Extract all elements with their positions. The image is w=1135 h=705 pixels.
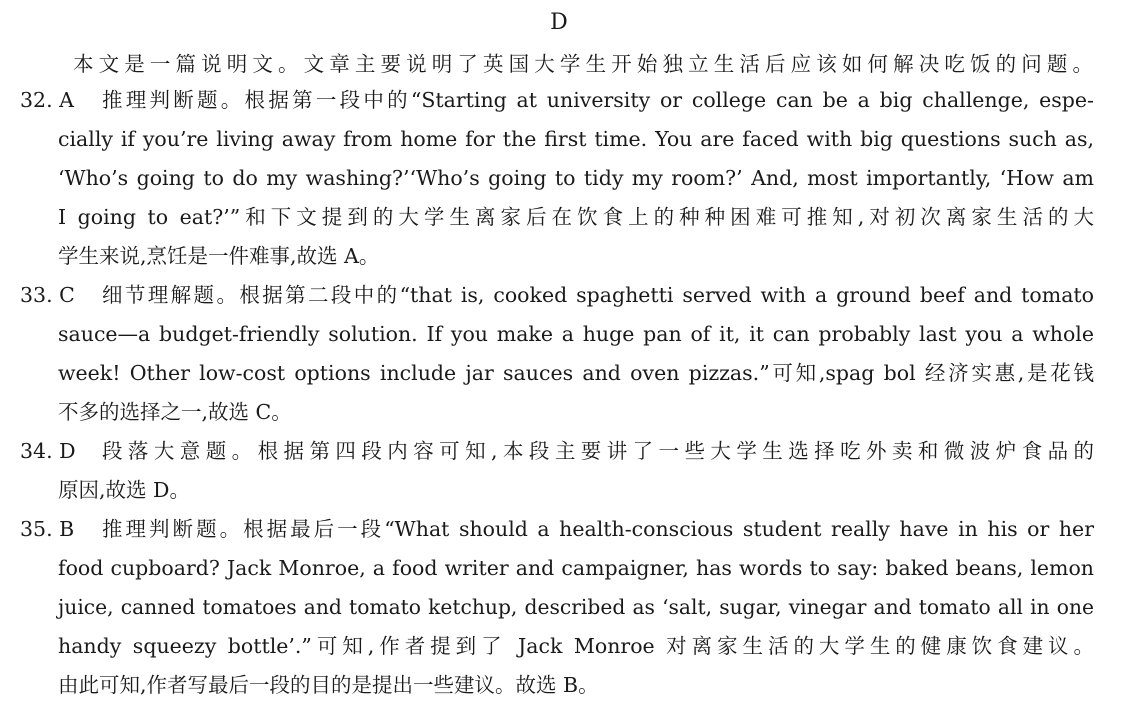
question-34-line-1: 段落大意题。根据第四段内容可知,本段主要讲了一些大学生选择吃外卖和微波炉食品的 <box>102 439 1094 463</box>
question-35-line-5: 由此可知,作者写最后一段的目的是提出一些建议。故选 B。 <box>58 673 599 697</box>
section-letter: D <box>550 10 568 35</box>
question-35-number: 35. B <box>20 517 75 541</box>
question-32-line-3: ‘Who’s going to do my washing?’‘Who’s going to tidy my room?’ And, most importantly, ‘How am <box>58 166 1094 190</box>
question-35-line-4: handy squeezy bottle’.”可知,作者提到了 Jack Monroe 对离家生活的大学生的健康饮食建议。 <box>58 634 1094 658</box>
question-32-line-4: I going to eat?’”和下文提到的大学生离家后在饮食上的种种困难可推知,对初次离家生活的大 <box>58 205 1094 229</box>
question-33-line-2: sauce—a budget-friendly solution. If you make a huge pan of it, it can probably last you a whole <box>58 322 1094 346</box>
intro-paragraph: 本文是一篇说明文。文章主要说明了英国大学生开始独立生活后应该如何解决吃饭的问题。 <box>73 52 1093 76</box>
question-33-line-4: 不多的选择之一,故选 C。 <box>58 400 292 424</box>
question-34-line-2: 原因,故选 D。 <box>58 478 190 502</box>
question-33-line-1: 细节理解题。根据第二段中的“that is, cooked spaghetti served with a ground beef and tomato <box>102 283 1094 307</box>
question-35-line-2: food cupboard? Jack Monroe, a food writer and campaigner, has words to say: baked beans, lemon <box>58 556 1094 580</box>
question-32-line-1: 推理判断题。根据第一段中的“Starting at university or college can be a big challenge, espe- <box>102 88 1094 112</box>
question-32-line-5: 学生来说,烹饪是一件难事,故选 A。 <box>58 244 380 268</box>
question-33-number: 33. C <box>20 283 75 307</box>
question-32-number: 32. A <box>20 88 74 112</box>
question-33-line-3: week! Other low-cost options include jar sauces and oven pizzas.”可知,spag bol 经济实惠,是花钱 <box>58 361 1094 385</box>
question-34-number: 34. D <box>20 439 76 463</box>
question-35-line-3: juice, canned tomatoes and tomato ketchup, described as ‘salt, sugar, vinegar and tomato all in one <box>58 595 1094 619</box>
question-35-line-1: 推理判断题。根据最后一段“What should a health-conscious student really have in his or her <box>102 517 1094 541</box>
question-32-line-2: cially if you’re living away from home for the first time. You are faced with big questions such as, <box>58 127 1094 151</box>
